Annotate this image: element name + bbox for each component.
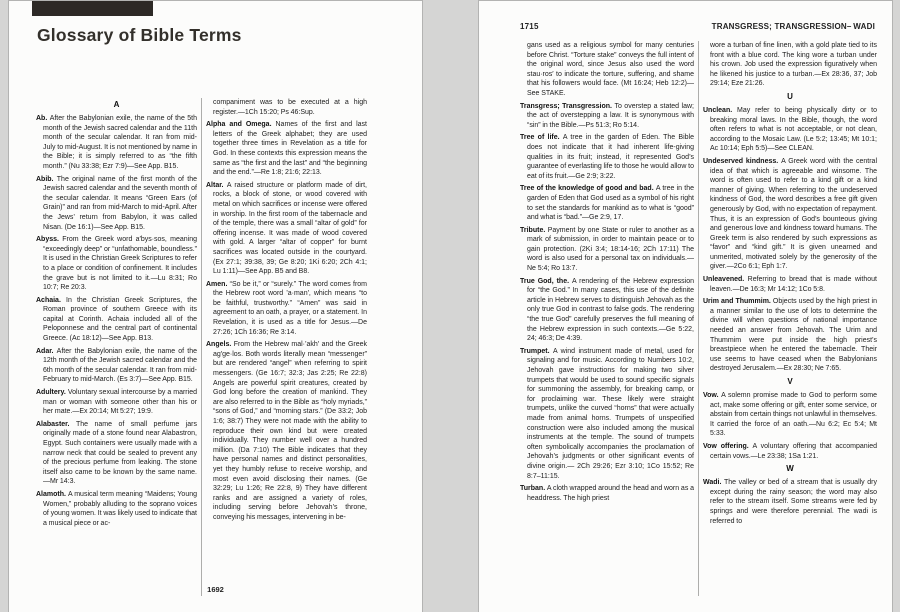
glossary-entry: companiment was to be executed at a high register.—1Ch 15:20; Ps 46:Sup. xyxy=(213,99,367,116)
left-column-1 xyxy=(36,98,197,596)
entry-term: Vow offering. xyxy=(703,442,753,450)
entry-term: Abyss. xyxy=(36,236,63,244)
section-letter: V xyxy=(787,377,793,386)
entry-term: Transgress; Transgression. xyxy=(520,102,615,110)
glossary-entry: Unclean. May refer to being physically dirty or to breaking moral laws. In the Bible, though, the word often refers to what is not acceptable, or not clean, according to the Mosaic Law. (Le 5:2; 13:45; Mt 10:1; Ac 10:14; Eph 5:5)—See CLEAN. xyxy=(703,106,877,153)
glossary-entry: True God, the. A rendering of the Hebrew expression for “the God.” In many cases, this use of the definite article in Hebrew serves to distinguish Jehovah as the only true God in contrast to false gods. The rendering “the true God” carefully preserves the full meaning of the Hebrew expression in such contexts.—Ge 5:22, 24; 46:3; De 4:39. xyxy=(520,277,694,343)
glossary-entry: Abib. The original name of the first month of the Jewish sacred calendar and the seventh month of the secular calendar. It means “Green Ears (of Grain)” and ran from mid-March to mid-April. After the Jews’ return from Babylon, it was called Nisan. (De 16:1)—See App. B15. xyxy=(36,175,197,231)
bookmark-tab xyxy=(32,1,153,16)
glossary-entry: Vow. A solemn promise made to God to perform some act, make some offering or gift, enter some service, or abstain from certain things not unlawful in themselves. It carried the force of an oath.—Nu 6:2; Ec 5:4; Mt 5:33. xyxy=(703,392,877,438)
entry-term: Vow. xyxy=(703,392,722,399)
section-letter: U xyxy=(787,91,793,101)
glossary-entry: Turban. A cloth wrapped around the head and worn as a headdress. The high priest xyxy=(520,485,694,502)
glossary-entry: Trumpet. A wind instrument made of metal, used for signaling and for music. According to Numbers 10:2, Jehovah gave instructions for making two silver trumpets that would be used to sound specific signals for summoning the assembly, for breaking camp, or for proclaiming war. These likely were straight trumpets, unlike the curved “horns” that were actually made from animal horns. Trumpets of unspecified construction were also included among the musical instruments at the temple. The sound of trumpets often symbolically accompanies the proclamation of Jehovah’s judgments or other significant events of divine origin.— 2Ch 29:26; Ezr 3:10; 1Co 15:52; Re 8:7–11:15. xyxy=(520,347,694,480)
glossary-entry: Transgress; Transgression. To overstep a stated law; the act of overstepping a law. It is synonymous with “sin” in the Bible.—Ps 51:3; Ro 5:14. xyxy=(520,102,694,129)
glossary-entry: Wadi. The valley or bed of a stream that is usually dry except during the rainy season; the word may also refer to the stream itself. Some streams were fed by springs and were therefore perennial. The wadi is referred to xyxy=(703,479,877,525)
entry-term: Unclean. xyxy=(703,106,738,114)
glossary-entry: Urim and Thummim. Objects used by the high priest in a manner similar to the use of lots to determine the divine will when questions of national importance needed an answer from Jehovah. The Urim and Thummim were put inside the high priest’s breastpiece when he entered the tabernacle. Their use seems to have ceased when the Babylonians destroyed Jerusalem.—Ex 28:30; Ne 7:65. xyxy=(703,298,877,373)
glossary-entry: Altar. A raised structure or platform made of dirt, rocks, a block of stone, or wood covered with metal on which sacrifices or incense were offered in worship. In the first room of the tabernacle and of the temple, there was a small “altar of gold” for offering incense. It was made of wood covered with gold. A larger “altar of copper” for burnt sacrifices was located outside in the courtyard. (Ex 27:1; 39:38, 39; Ge 8:20; 1Ki 6:20; 2Ch 4:1; Lu 1:11)—See App. B5 and B8. xyxy=(206,181,367,276)
left-page-columns xyxy=(36,98,367,596)
entry-term: Urim and Thummim. xyxy=(703,298,773,306)
entry-term: Abib. xyxy=(36,175,57,183)
page-title: Glossary of Bible Terms xyxy=(37,25,242,45)
glossary-entry: Tribute. Payment by one State or ruler to another as a mark of submission, in order to maintain peace or to gain protection. (2Ki 3:4; 18:14-16; 2Ch 17:11) The word is also used for a personal tax on individuals.—Ne 5:4; Ro 13:7. xyxy=(520,226,694,273)
entry-term: Tree of life. xyxy=(520,134,563,142)
right-column-1 xyxy=(520,41,694,596)
glossary-entry: Angels. From the Hebrew mal·’akh′ and the Greek ag′ge·los. Both words literally mean “messenger” but are rendered “angel” when referring to spirit messengers. (Ge 16:7; 32:3; Jas 2:25; Re 22:8) Angels are powerful spirit creatures, created by God long before the creation of mankind. They are also referred to in the Bible as “holy myriads,” “sons of God,” and “morning stars.” (De 33:2; Job 1:6; 38:7) They were not made with the ability to reproduce their own kind but were created individually. They number well over a hundred million. (Da 7:10) The Bible indicates that they have personal names and distinct personalities, yet they humbly refuse to receive worship, and most even avoid disclosing their names. (Ge 32:29; Lu 1:26; Re 22:8, 9) They have different ranks and are assigned a variety of roles, including serving before Jehovah’s throne, conveying his messages, intervening in be- xyxy=(206,341,367,521)
running-header xyxy=(520,22,875,31)
entry-term: Tree of the knowledge of good and bad. xyxy=(520,185,656,193)
entry-term: Alpha and Omega. xyxy=(206,121,276,129)
entry-term: Altar. xyxy=(206,181,227,189)
right-page xyxy=(478,0,893,612)
glossary-entry: Amen. “So be it,” or “surely.” The word comes from the Hebrew root word ’a·man′, which means “to be faithful, trustworthy.” “Amen” was said in agreement to an oath, a prayer, or a statement. In Revelation, it is used as a title for Jesus.—De 27:26; 1Ch 16:36; Re 3:14. xyxy=(206,280,367,336)
section-letter: W xyxy=(786,464,794,474)
glossary-entry: Tree of the knowledge of good and bad. A tree in the garden of Eden that God used as a symbol of his right to set the standards for mankind as to what is “good” and what is “bad.”—Ge 2:9, 17. xyxy=(520,185,694,222)
glossary-entry: Unleavened. Referring to bread that is made without leaven.—De 16:3; Mr 14:12; 1Co 5:8. xyxy=(703,276,877,293)
entry-term: Adultery. xyxy=(36,389,68,397)
entry-term: Alabaster. xyxy=(36,420,76,428)
right-page-columns xyxy=(520,41,877,596)
running-head: TRANSGRESS; TRANSGRESSION– WADI xyxy=(711,22,875,31)
glossary-entry: Adar. After the Babylonian exile, the name of the 12th month of the Jewish sacred calendar and the 6th month of the secular calendar. It ran from mid-February to mid-March. (Es 3:7)—See App. B15. xyxy=(36,347,197,384)
glossary-entry: wore a turban of fine linen, with a gold plate tied to its front with a blue cord. The king wore a turban under his crown. Job used the expression figuratively when he likened his justice to a turban.—Ex 28:36, 37; Job 29:14; Eze 21:26. xyxy=(710,42,877,88)
glossary-entry: Alabaster. The name of small perfume jars originally made of a stone found near Alabastron, Egypt. Such containers were usually made with a narrow neck that could be sealed to prevent any of the precious perfume from leaking. The stone itself also came to be known by the same name.—Mr 14:3. xyxy=(36,420,197,486)
glossary-entry: Abyss. From the Greek word a′bys·sos, meaning “exceedingly deep” or “unfathomable, boundless.” It is used in the Christian Greek Scriptures to refer to a place or condition of confinement. It includes the grave but is not limited to it.—Lu 8:31; Ro 10:7; Re 20:3. xyxy=(36,236,197,292)
entry-term: Trumpet. xyxy=(520,347,553,355)
entry-term: Unleavened. xyxy=(703,276,748,284)
left-column-2 xyxy=(206,98,367,596)
page-number: 1715 xyxy=(520,22,539,31)
glossary-entry: Ab. After the Babylonian exile, the name of the 5th month of the Jewish sacred calendar and the 11th month of the secular calendar. It ran from mid-July to mid-August. It is not mentioned by name in the Bible; it is simply referred to as “the fifth month.” (Nu 33:38; Ezr 7:9)—See App. B15. xyxy=(36,115,197,170)
left-page xyxy=(8,0,423,612)
entry-term: Undeserved kindness. xyxy=(703,157,782,165)
glossary-entry: Vow offering. A voluntary offering that accompanied certain vows.—Le 23:38; 1Sa 1:21. xyxy=(703,442,877,460)
entry-term: True God, the. xyxy=(520,277,572,285)
entry-term: Achaia. xyxy=(36,296,67,304)
entry-term: Turban. xyxy=(520,485,547,493)
entry-term: Amen. xyxy=(206,280,230,288)
section-letter: A xyxy=(113,100,120,109)
entry-term: Wadi. xyxy=(703,479,724,487)
glossary-entry: Tree of life. A tree in the garden of Eden. The Bible does not indicate that it had inherent life-giving qualities in its fruit; instead, it represented God’s guarantee of everlasting life to those he would allow to eat of its fruit.—Ge 2:9; 3:22. xyxy=(520,134,694,180)
glossary-entry: Adultery. Voluntary sexual intercourse by a married man or woman with someone other than his or her mate.—Ex 20:14; Mt 5:27; 19:9. xyxy=(36,389,197,416)
entry-term: Angels. xyxy=(206,341,234,349)
glossary-entry: Alpha and Omega. Names of the first and last letters of the Greek alphabet; they are used together three times in Revelation as a title for God. In these contexts this expression means the same as “the first and the last” and “the beginning and the end.”—Re 1:8; 21:6; 22:13. xyxy=(206,121,367,177)
entry-term: Ab. xyxy=(36,115,50,122)
glossary-entry: Undeserved kindness. A Greek word with the central idea of that which is agreeable and winsome. The word is often used to refer to a kind gift or a kind manner of giving. When referring to the undeserved kindness of God, the word describes a free gift given generously by God, with no expectation of repayment. Thus, it is an expression of God’s bounteous giving and generous love and kindness toward humans. The Greek term is also rendered by such expressions as “favor” and “kind gift.” It is given unearned and unmerited, motivated solely by the generosity of the giver.—2Co 6:1; Eph 1:7. xyxy=(703,157,877,271)
glossary-entry: Alamoth. A musical term meaning “Maidens; Young Women,” probably alluding to the soprano voices of young women. It was likely used to indicate that a musical piece or ac- xyxy=(36,490,197,527)
page-number: 1692 xyxy=(207,585,224,594)
right-column-2 xyxy=(703,41,877,596)
entry-term: Adar. xyxy=(36,347,57,355)
entry-term: Alamoth. xyxy=(36,490,68,498)
column-divider xyxy=(698,41,699,596)
entry-term: Tribute. xyxy=(520,226,548,234)
glossary-entry: Achaia. In the Christian Greek Scriptures, the Roman province of southern Greece with its capital at Corinth. Achaia included all of the Peloponnese and the central part of continental Greece. (Ac 18:12)—See App. B13. xyxy=(36,296,197,343)
glossary-entry: gans used as a religious symbol for many centuries before Christ. “Torture stake” conveys the full intent of the original word, since Jesus also used the word stau·ros′ to indicate the torture, suffering, and shame that his followers would face. (Mt 16:24; Heb 12:2)—See STAKE. xyxy=(527,42,694,97)
column-divider xyxy=(201,98,202,596)
